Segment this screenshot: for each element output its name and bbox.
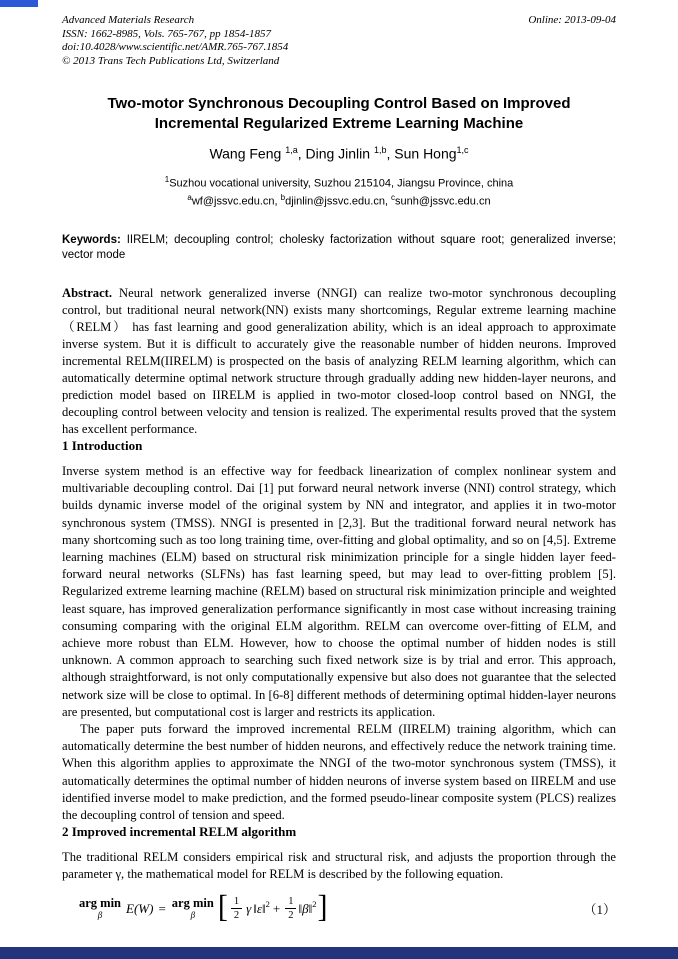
left-bracket: [	[217, 888, 228, 924]
affiliation-mark: 1	[164, 174, 170, 184]
email-address: wf@jssvc.edu.cn,	[191, 195, 281, 208]
beta-norm: ‖β‖	[298, 900, 313, 916]
plus-sign: +	[272, 900, 281, 916]
top-left-blue-mark	[0, 0, 38, 7]
journal-name: Advanced Materials Research	[62, 14, 195, 26]
argmin-operator: arg min β	[171, 896, 214, 920]
author-affmark: 1,c	[456, 145, 469, 155]
authors-line	[62, 145, 616, 162]
author-name: , Sun Hong	[386, 145, 457, 162]
affiliation-line	[62, 173, 616, 191]
author-name: Wang Feng	[209, 145, 286, 162]
fraction-one-half: $\frac{1}{2}$	[231, 896, 242, 922]
emails-line	[62, 191, 616, 209]
issn-line: ISSN: 1662-8985, Vols. 765-767, pp 1854-1857	[62, 27, 271, 40]
fraction-one-half: $\frac{1}{2}$	[285, 896, 296, 922]
abstract-text: Neural network generalized inverse (NNGI) can realize two-motor synchronous decoupling control, but traditional neural network(NN) exists many shortcomings, Regular extreme learning machine （RELM） has fast learning and good generalization ability, which is an ideal approach to approximate inverse system. But it is difficult to accurately give the reasonable number of hidden neurons. Improved incremental RELM(IIRELM) is prospected on the basis of analyzing RELM learning algorithm, which can automatically determine optimal network structure through gradually adding new hidden-layer neurons, and prediction model based on IIRELM is applied in two-motor closed-loop control based on NNGI, the decoupling control between velocity and tension is realized. The experimental results proved that the system has excellent performance.	[62, 285, 616, 436]
abstract-paragraph	[62, 285, 616, 438]
online-date: Online: 2013-09-04	[528, 14, 616, 26]
introduction-paragraph-2: The paper puts forward the improved incremental RELM (IIRELM) training algorithm, which can automatically determine the best number of hidden neurons, and effectively reduce the network training time. When this algorithm applies to approximate the NNGI of the two-motor synchronous system (TMSS), it automatically determines the optimal number of hidden neurons of inverse system based on IIRELM and use identified inverse model to make prediction, and the formed pseudo-linear composite system (PLCS) realizes the decoupling control of tension and speed.	[62, 722, 616, 823]
author-affmark: 1,a	[285, 145, 298, 155]
keywords-line	[62, 233, 616, 263]
author-name: , Ding Jinlin	[297, 145, 374, 162]
equation-1	[76, 888, 616, 924]
argmin-operator: arg min β	[79, 896, 122, 920]
journal-header-left	[62, 14, 288, 68]
bottom-blue-bar	[0, 947, 678, 959]
epsilon-norm-exponent: 2	[265, 898, 270, 909]
beta-norm-exponent: 2	[312, 898, 317, 909]
epsilon-norm: ‖ε‖	[253, 900, 266, 916]
equation-1-body	[76, 888, 329, 924]
abstract-label: Abstract.	[62, 285, 113, 300]
right-bracket: ]	[317, 888, 328, 924]
affiliation-text: Suzhou vocational university, Suzhou 215104, Jiangsu Province, china	[169, 177, 514, 190]
journal-header	[62, 14, 616, 68]
copyright-line: © 2013 Trans Tech Publications Ltd, Switzerland	[62, 54, 280, 67]
email-mark: c	[391, 192, 396, 202]
email-address: sunh@jssvc.edu.cn	[395, 195, 491, 208]
introduction-paragraph-1: Inverse system method is an effective way for feedback linearization of complex nonlinear system and multivariable decoupling control. Dai [1] put forward neural network inverse (NNI) control strategy, which builds dynamic inverse model of the original system by NN and integrator, and applies it in two-motor synchronous system (TMSS). NNGI is presented in [2,3]. But the traditional forward neural network has many shortcoming such as too long training time, over-fitting and global optimality, and so on [4,5]. Extreme learning machines (ELM) based on structural risk minimization principle for a single hidden layer feed-forward neural networks (SLFNs) has fast learning speed, but may lead to over-fitting problem [5]. Regularized extreme learning machine (RELM) based on structural risk minimization principle and weighted least square, has improved generalization performance significantly in most case without increasing training consuming comparing with the original ELM algorithm. RELM can overcome over-fitting of ELM, and achieve more robust than ELM. However, how to choose the optimal number of hidden nodes is still unknown. A common approach to searching such fixed network size is by trial and error. This approach, although straightforward, is not only computationally expensive but also does not guarantee that the selected network size will be close to optimal. In [6-8] different methods of determining optimal hidden-layer neurons are presented, but computational cost is larger and restricts its application.	[62, 463, 616, 719]
equals-sign: =	[158, 900, 166, 916]
email-mark: b	[280, 192, 286, 202]
equation-number: （1）	[583, 902, 616, 918]
section-heading-introduction: 1 Introduction	[62, 437, 143, 453]
paper-title: Two-motor Synchronous Decoupling Control Based on Improved Incremental Regularized Extreme Learning Machine	[107, 95, 571, 132]
keywords-text: IIRELM; decoupling control; cholesky factorization without square root; generalized inverse; vector mode	[62, 233, 616, 261]
doi-line: doi:10.4028/www.scientific.net/AMR.765-767.1854	[62, 41, 289, 53]
objective-function: E(W)	[126, 900, 154, 916]
gamma-parameter: γ	[246, 900, 252, 916]
email-mark: a	[187, 192, 192, 202]
email-address: djinlin@jssvc.edu.cn,	[285, 195, 392, 208]
section-heading-iirelm-algorithm: 2 Improved incremental RELM algorithm	[62, 824, 297, 840]
keywords-label: Keywords:	[62, 233, 121, 246]
author-affmark: 1,b	[373, 145, 387, 155]
iirelm-paragraph-1: The traditional RELM considers empirical risk and structural risk, and adjusts the proportion through the parameter γ, the mathematical model for RELM is described by the following equation.	[62, 850, 616, 882]
